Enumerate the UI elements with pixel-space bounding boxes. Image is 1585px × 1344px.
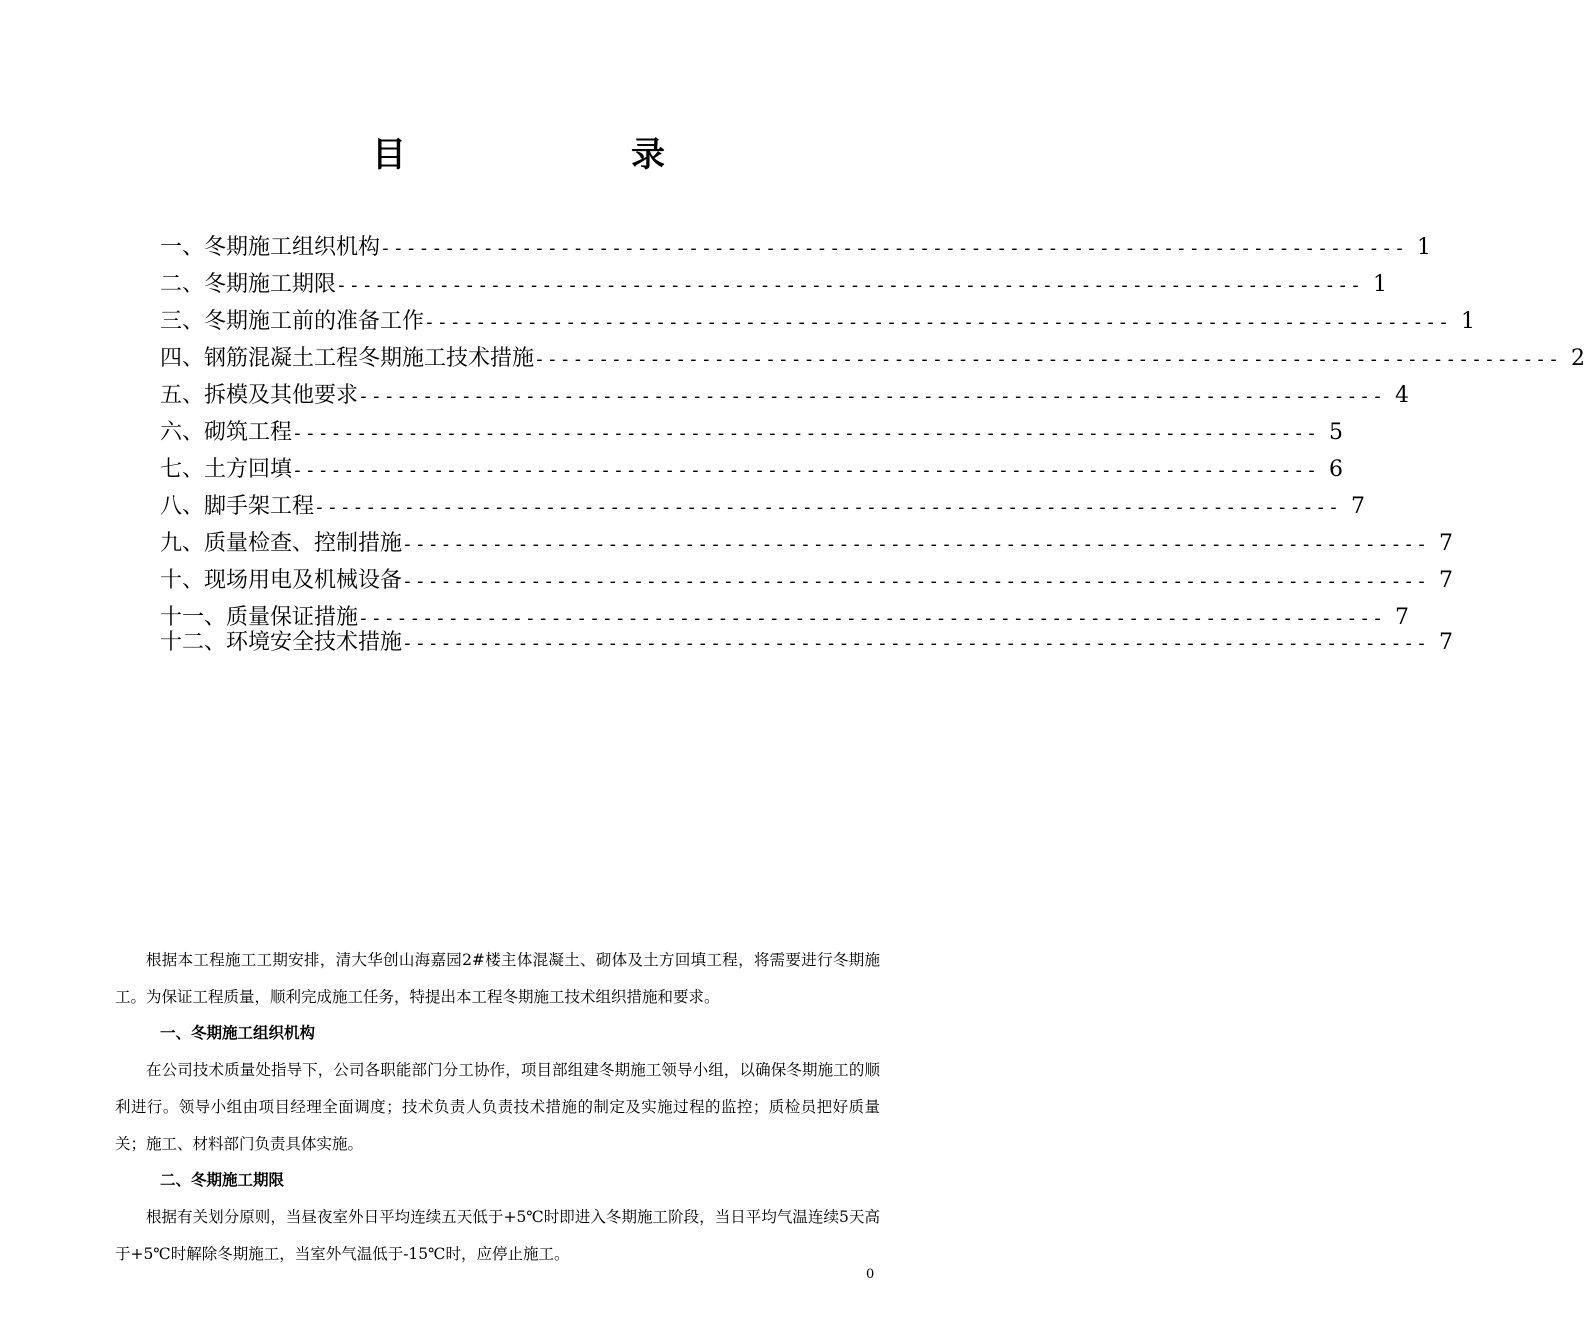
- toc-entry[interactable]: [160, 266, 1387, 303]
- toc-entry-label: 十、现场用电及机械设备: [160, 568, 403, 593]
- toc-entry-label: 三、冬期施工前的准备工作: [160, 309, 425, 334]
- toc-dot-leader: --------------------------------------------------------------------------------: [292, 423, 1319, 444]
- section-paragraph: 根据有关划分原则，当昼夜室外日平均连续五天低于+5℃时即进入冬期施工阶段，当日平均气温连续5天高于+5℃时解除冬期施工，当室外气温低于-15℃时，应停止施工。: [115, 1207, 880, 1263]
- toc-entry-page: 7: [1438, 630, 1453, 655]
- section-paragraph: 在公司技术质量处指导下，公司各职能部门分工协作，项目部组建冬期施工领导小组，以确保冬期施工的顺利进行。领导小组由项目经理全面调度；技术负责人负责技术措施的制定及实施过程的监控；质检员把好质量关；施工、材料部门负责具体实施。: [115, 1061, 880, 1153]
- toc-entry[interactable]: [160, 525, 1453, 562]
- toc-entry[interactable]: [160, 451, 1343, 488]
- toc-entry-page: 1: [1460, 309, 1475, 334]
- toc-dot-leader: --------------------------------------------------------------------------------: [358, 608, 1385, 629]
- toc-entry-label: 十二、环境安全技术措施: [160, 630, 403, 655]
- toc-entry[interactable]: [160, 340, 1585, 377]
- toc-title-char: 目: [372, 135, 406, 175]
- toc-dot-leader: --------------------------------------------------------------------------------: [336, 275, 1363, 296]
- toc-entry-label: 七、土方回填: [160, 457, 293, 482]
- toc-dot-leader: --------------------------------------------------------------------------------: [402, 633, 1429, 654]
- toc-dot-leader: --------------------------------------------------------------------------------: [380, 238, 1407, 259]
- toc-title: [0, 133, 950, 177]
- table-of-contents: [160, 229, 1585, 661]
- toc-entry-page: 1: [1416, 235, 1431, 260]
- section-heading: 二、冬期施工期限: [160, 1171, 285, 1190]
- toc-entry[interactable]: [160, 229, 1431, 266]
- toc-entry-page: 2: [1570, 346, 1585, 371]
- toc-dot-leader: --------------------------------------------------------------------------------: [402, 534, 1429, 555]
- document-body: [115, 942, 880, 1272]
- section-heading: 一、冬期施工组织机构: [160, 1024, 316, 1043]
- toc-entry[interactable]: [160, 303, 1475, 340]
- toc-dot-leader: --------------------------------------------------------------------------------: [424, 312, 1451, 333]
- toc-entry-page: 5: [1328, 420, 1343, 445]
- toc-title-char: 录: [631, 135, 665, 175]
- toc-entry-label: 四、钢筋混凝土工程冬期施工技术措施: [160, 346, 535, 371]
- toc-entry-label: 六、砌筑工程: [160, 420, 293, 445]
- toc-entry[interactable]: [160, 624, 1453, 661]
- toc-entry-page: 6: [1328, 457, 1343, 482]
- toc-dot-leader: --------------------------------------------------------------------------------: [314, 497, 1341, 518]
- toc-entry-page: 7: [1438, 568, 1453, 593]
- toc-entry-page: 1: [1372, 272, 1387, 297]
- toc-entry-label: 二、冬期施工期限: [160, 272, 337, 297]
- toc-entry[interactable]: [160, 377, 1409, 414]
- toc-entry-label: 五、拆模及其他要求: [160, 383, 359, 408]
- toc-entry-label: 十一、质量保证措施: [160, 605, 359, 630]
- intro-paragraph: 根据本工程施工工期安排，清大华创山海嘉园2#楼主体混凝土、砌体及土方回填工程，将需要进行冬期施工。为保证工程质量，顺利完成施工任务，特提出本工程冬期施工技术组织措施和要求。: [115, 951, 880, 1006]
- toc-dot-leader: --------------------------------------------------------------------------------: [534, 349, 1561, 370]
- toc-dot-leader: --------------------------------------------------------------------------------: [402, 571, 1429, 592]
- toc-dot-leader: --------------------------------------------------------------------------------: [358, 386, 1385, 407]
- toc-entry[interactable]: [160, 562, 1453, 599]
- toc-entry-label: 八、脚手架工程: [160, 494, 315, 519]
- toc-entry-page: 4: [1394, 383, 1409, 408]
- toc-entry-page: 7: [1438, 531, 1453, 556]
- page-number: 0: [866, 1267, 875, 1282]
- toc-entry[interactable]: [160, 414, 1343, 451]
- toc-entry-page: 7: [1350, 494, 1365, 519]
- toc-entry-label: 九、质量检查、控制措施: [160, 531, 403, 556]
- toc-entry[interactable]: [160, 599, 1409, 630]
- toc-entry-page: 7: [1394, 605, 1409, 630]
- toc-entry-label: 一、冬期施工组织机构: [160, 235, 381, 260]
- toc-entry[interactable]: [160, 488, 1365, 525]
- toc-dot-leader: --------------------------------------------------------------------------------: [292, 460, 1319, 481]
